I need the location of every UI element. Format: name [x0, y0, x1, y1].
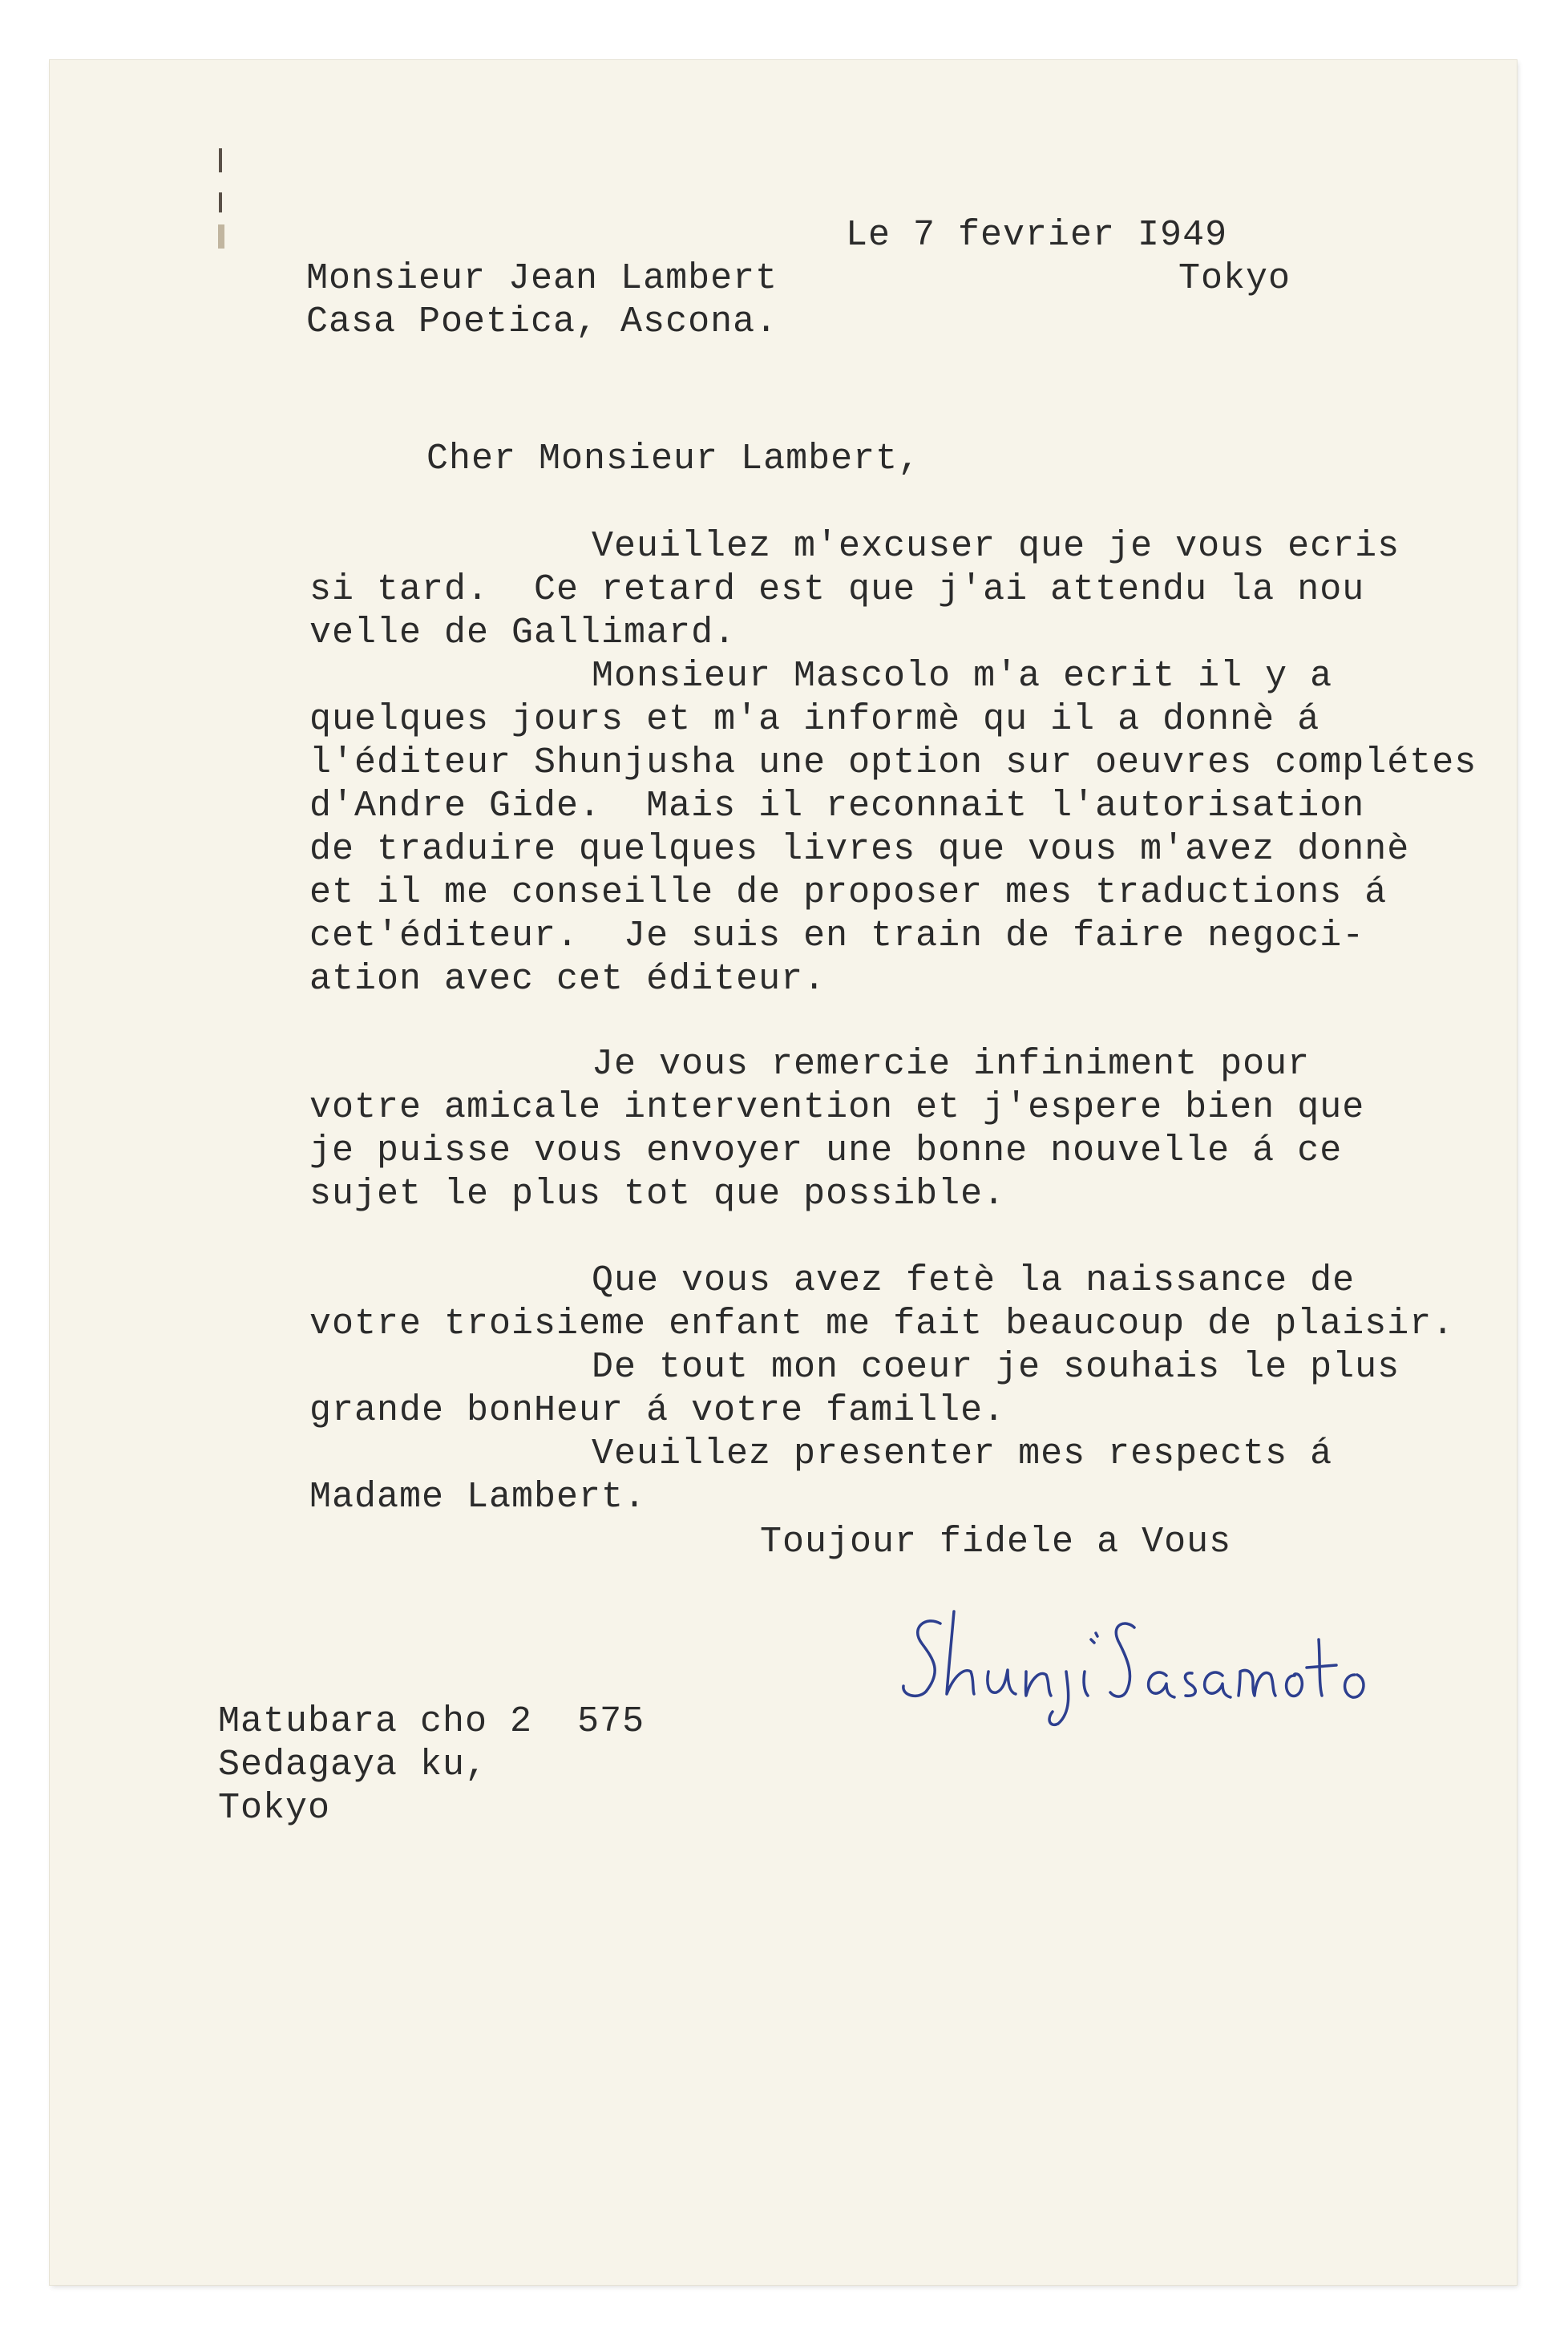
staple-marks: [216, 148, 228, 253]
sender-address-line: Sedagaya ku,: [218, 1745, 488, 1785]
signature-icon: [894, 1591, 1455, 1728]
body-line: votre troisieme enfant me fait beaucoup de plaisir.: [309, 1304, 1455, 1344]
recipient-name: Monsieur Jean Lambert: [306, 258, 778, 299]
body-line: Je vous remercie infiniment pour: [592, 1044, 1311, 1085]
body-line: quelques jours et m'a informè qu il a donnè á: [309, 699, 1320, 740]
staple-marks-icon: [216, 148, 228, 253]
body-line: et il me conseille de proposer mes traductions á: [309, 872, 1388, 913]
salutation: Cher Monsieur Lambert,: [426, 439, 921, 479]
letter-paper: [50, 60, 1517, 2285]
place-line: Tokyo: [1178, 258, 1291, 299]
body-line: grande bonHeur á votre famille.: [309, 1390, 1006, 1431]
body-line: velle de Gallimard.: [309, 613, 737, 653]
body-line: sujet le plus tot que possible.: [309, 1174, 1006, 1215]
body-line: Monsieur Mascolo m'a ecrit il y a: [592, 656, 1333, 697]
body-line: Que vous avez fetè la naissance de: [592, 1260, 1356, 1301]
sender-address-line: Tokyo: [218, 1788, 331, 1829]
date-line: Le 7 fevrier I949: [846, 215, 1228, 256]
body-line: cet'éditeur. Je suis en train de faire negoci-: [309, 916, 1365, 956]
body-line: d'Andre Gide. Mais il reconnait l'autorisation: [309, 786, 1365, 827]
body-line: de traduire quelques livres que vous m'avez donnè: [309, 829, 1410, 870]
body-line: ation avec cet éditeur.: [309, 959, 826, 1000]
body-line: Veuillez m'excuser que je vous ecris: [592, 526, 1400, 567]
body-line: si tard. Ce retard est que j'ai attendu la nou: [309, 569, 1365, 610]
body-line: je puisse vous envoyer une bonne nouvelle á ce: [309, 1130, 1343, 1171]
handwritten-signature: [894, 1591, 1455, 1728]
body-line: De tout mon coeur je souhais le plus: [592, 1347, 1400, 1388]
closing: Toujour fidele a Vous: [760, 1522, 1232, 1563]
recipient-address: Casa Poetica, Ascona.: [306, 301, 778, 342]
body-line: Veuillez presenter mes respects á: [592, 1433, 1333, 1474]
body-line: votre amicale intervention et j'espere bien que: [309, 1087, 1365, 1128]
sender-address-line: Matubara cho 2 575: [218, 1701, 645, 1742]
body-line: Madame Lambert.: [309, 1477, 647, 1518]
body-line: l'éditeur Shunjusha une option sur oeuvres complétes: [309, 742, 1477, 783]
